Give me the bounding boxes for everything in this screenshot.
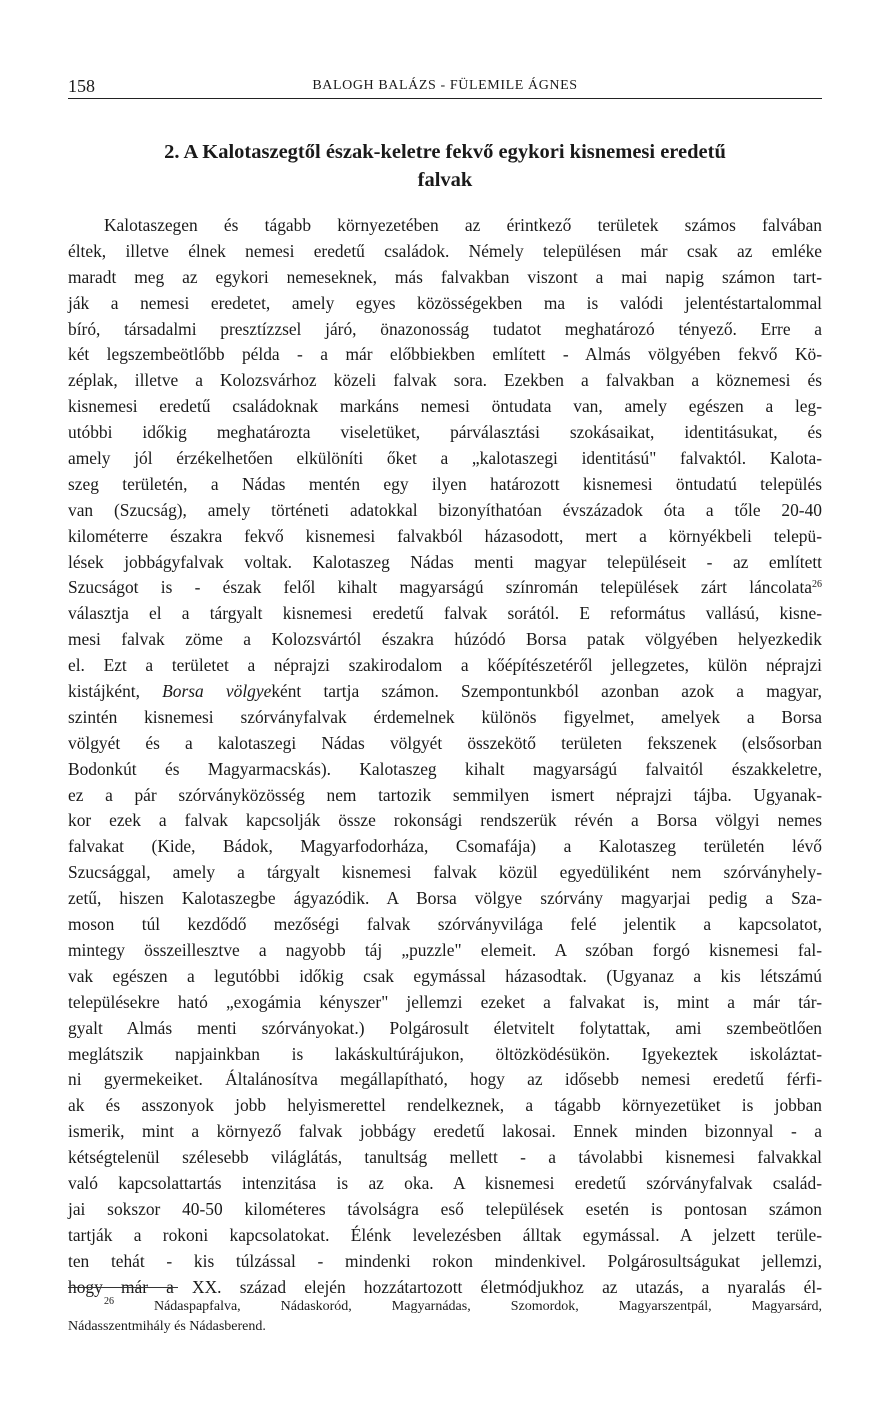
body-line <box>68 498 822 524</box>
body-line <box>68 679 822 705</box>
body-line-text: ismerik, mint a környező falvak jobbágy eredetű lakosai. Ennek minden bizonnyal - a <box>68 1121 822 1142</box>
body-line-text: ak és asszonyok jobb helyismerettel rendelkeznek, a tágabb környezetüket is jobban <box>68 1095 822 1116</box>
body-line <box>68 1223 822 1249</box>
body-line-text: éltek, illetve élnek nemesi eredetű családok. Némely településen már csak az emléke <box>68 240 822 261</box>
footnote-line: Nádasszentmihály és Nádasberend. <box>68 1319 266 1334</box>
body-text <box>68 213 822 1300</box>
body-line-text: ten tehát - kis túlzással - mindenki rokon mindenkivel. Polgárosultságukat jellemzi, <box>68 1250 822 1271</box>
body-line <box>68 964 822 990</box>
body-line-text: zetű, hiszen Kalotaszegbe ágyazódik. A Borsa völgye szórvány magyarjai pedig a Sza- <box>68 888 822 909</box>
body-line <box>68 1067 822 1093</box>
body-line <box>68 550 822 576</box>
body-line <box>68 239 822 265</box>
body-line <box>68 627 822 653</box>
body-line-text: utóbbi időkig meghatározta viseletüket, párválasztási szokásaikat, identitásukat, és <box>68 422 822 443</box>
page-number: 158 <box>68 76 95 96</box>
body-line <box>68 1093 822 1119</box>
body-line-text: tartják a rokoni kapcsolatokat. Élénk levelezésben álltak egymással. A jelzett terüle- <box>68 1224 822 1245</box>
body-line-text: ni gyermekeiket. Általánosítva megállapítható, hogy az idősebb nemesi eredetű férfi- <box>68 1069 822 1090</box>
body-line <box>68 213 822 239</box>
body-line <box>68 265 822 291</box>
body-line-text: ják a nemesi eredetet, amely egyes közösségekben ma is valódi jelentéstartalommal <box>68 292 822 313</box>
body-line-text: kisnemesi eredetű családoknak markáns nemesi öntudata van, amely egészen a leg- <box>68 396 822 417</box>
body-line-text: ez a pár szórványközösség nem tartozik semmilyen ismert néprajzi tájba. Ugyanak- <box>68 784 822 805</box>
body-line-text: maradt meg az egykori nemeseknek, más falvakban viszont a mai napig számon tart- <box>68 266 822 287</box>
body-line <box>68 1042 822 1068</box>
body-line-text: két legszembeötlőbb példa - a már előbbiekben említett - Almás völgyében fekvő Kö- <box>68 344 822 365</box>
body-line <box>68 342 822 368</box>
body-line <box>68 860 822 886</box>
body-line <box>68 1171 822 1197</box>
body-line-text: való kapcsolattartás intenzitása is az oka. A kisnemesi eredetű szórványfalvak család- <box>68 1172 822 1193</box>
body-line-text: településekre ható „exogámia kényszer" jellemzi ezeket a falvakat is, mint a már tár- <box>68 991 822 1012</box>
footnote-reference: 26 <box>812 579 822 591</box>
body-line-text: Bodonkút és Magyarmacskás). Kalotaszeg kihalt magyarságú falvaitól északkeletre, <box>68 758 822 779</box>
footnote-number: 26 <box>104 1296 114 1307</box>
body-line-text: kistájként, <box>68 681 163 702</box>
body-line-text: gyalt Almás menti szórványokat.) Polgárosult életvitelt folytattak, ami szembeötlően <box>68 1017 822 1038</box>
body-line <box>68 601 822 627</box>
body-line <box>68 1016 822 1042</box>
section-title-line: falvak <box>417 169 473 191</box>
body-line-text: lések jobbágyfalvak voltak. Kalotaszeg Nádas menti magyar településeit - az említett <box>68 551 822 572</box>
section-title <box>68 138 822 194</box>
body-line <box>68 394 822 420</box>
body-line-text: hogy már a XX. század elején hozzátartozott életmódjukhoz az utazás, a nyaralás él- <box>68 1276 822 1297</box>
body-line-text: kilométerre északra fekvő kisnemesi falvakból házasodott, mert a környékbeli telepü- <box>68 525 822 546</box>
body-line-text: van (Szucság), amely történeti adatokkal bizonyíthatóan évszázadok óta a tőle 20-40 <box>68 499 822 520</box>
body-line <box>68 446 822 472</box>
body-line-text: völgyét és a kalotaszegi Nádas völgyét összekötő területen fekszenek (elsősorban <box>68 732 822 753</box>
footnote-text: Nádaspapfalva, Nádaskoród, Magyarnádas, Szomordok, Magyarszentpál, Magyarsárd, <box>114 1299 822 1314</box>
section-title-line: 2. A Kalotaszegtől észak-keletre fekvő egykori kisnemesi eredetű <box>164 141 726 163</box>
body-line <box>68 1249 822 1275</box>
body-line <box>68 653 822 679</box>
footnotes <box>68 1297 822 1337</box>
body-line-text: meglátszik napjainkban is lakáskultúrájukon, öltözködésükön. Igyekeztek iskoláztat- <box>68 1043 822 1064</box>
body-line-text: el. Ezt a területet a néprajzi szakirodalom a kőépítészetéről jellegzetes, külön néprajzi <box>68 655 822 676</box>
body-line-text: kétségtelenül szélesebb világlátás, tanultság mellett - a távolabbi kisnemesi falvakkal <box>68 1147 822 1168</box>
body-line <box>68 524 822 550</box>
body-line-text: mesi falvak zöme a Kolozsvártól északra húzódó Borsa patak völgyében helyezkedik <box>68 629 822 650</box>
body-line <box>68 731 822 757</box>
body-line <box>68 938 822 964</box>
body-line <box>68 757 822 783</box>
body-line <box>68 575 822 601</box>
body-line <box>68 1145 822 1171</box>
body-line <box>68 705 822 731</box>
body-line-text: Szucsággal, amely a tárgyalt kisnemesi falvak közül egyedüliként nem szórványhely- <box>68 862 822 883</box>
body-line <box>68 368 822 394</box>
body-line-text: zéplak, illetve a Kolozsvárhoz közeli falvak sora. Ezekben a falvakban a köznemesi és <box>68 370 822 391</box>
body-line <box>68 420 822 446</box>
body-line <box>68 1119 822 1145</box>
body-line <box>68 834 822 860</box>
running-head <box>68 74 822 99</box>
body-line-text: bíró, társadalmi presztízzsel járó, önazonosság tudatot meghatározó tényező. Erre a <box>68 318 822 339</box>
body-line <box>68 886 822 912</box>
body-line-text: vak egészen a legutóbbi időkig csak egymással házasodtak. (Ugyanaz a kis létszámú <box>68 965 822 986</box>
body-line-text: szintén kisnemesi szórványfalvak érdemelnek különös figyelmet, amelyek a Borsa <box>68 706 822 727</box>
body-line <box>68 291 822 317</box>
body-line-text: Szucságot is - észak felől kihalt magyarságú színromán települések zárt láncolata <box>68 577 812 598</box>
body-line <box>68 317 822 343</box>
body-line <box>68 990 822 1016</box>
body-line <box>68 912 822 938</box>
body-line-text: falvakat (Kide, Bádok, Magyarfodorháza, Csomafája) a Kalotaszeg területén lévő <box>68 836 822 857</box>
body-line-text: moson túl kezdődő mezőségi falvak szórványvilága felé jelentik a kapcsolatot, <box>68 914 822 935</box>
body-line-text: választja el a tárgyalt kisnemesi eredetű falvak sorától. E református vallású, kisne- <box>68 603 822 624</box>
body-line <box>68 472 822 498</box>
header-authors: BALOGH BALÁZS - FÜLEMILE ÁGNES <box>312 78 578 93</box>
body-line <box>68 783 822 809</box>
body-line-text: Kalotaszegen és tágabb környezetében az érintkező területek számos falvában <box>104 215 822 235</box>
body-line <box>68 808 822 834</box>
footnote-line <box>68 1297 822 1317</box>
footnote-separator <box>68 1287 178 1288</box>
italic-term: Borsa völgye <box>162 681 272 702</box>
body-line <box>68 1197 822 1223</box>
body-line-text: szeg területén, a Nádas mentén egy ilyen határozott kisnemesi öntudatú település <box>68 473 822 494</box>
body-line-text: mintegy összeillesztve a nagyobb táj „puzzle" elemeit. A szóban forgó kisnemesi fal- <box>68 939 822 960</box>
body-line-text: kor ezek a falvak kapcsolják össze rokonsági rendszerük révén a Borsa völgyi nemes <box>68 810 822 831</box>
body-line-text: amely jól érzékelhetően elkülöníti őket a „kalotaszegi identitású" falvaktól. Kalota- <box>68 448 822 469</box>
body-line-text: jai sokszor 40-50 kilométeres távolságra eső települések esetén is pontosan számon <box>68 1198 822 1219</box>
body-line-text: ként tartja számon. Szempontunkból azonban azok a magyar, <box>271 681 822 702</box>
